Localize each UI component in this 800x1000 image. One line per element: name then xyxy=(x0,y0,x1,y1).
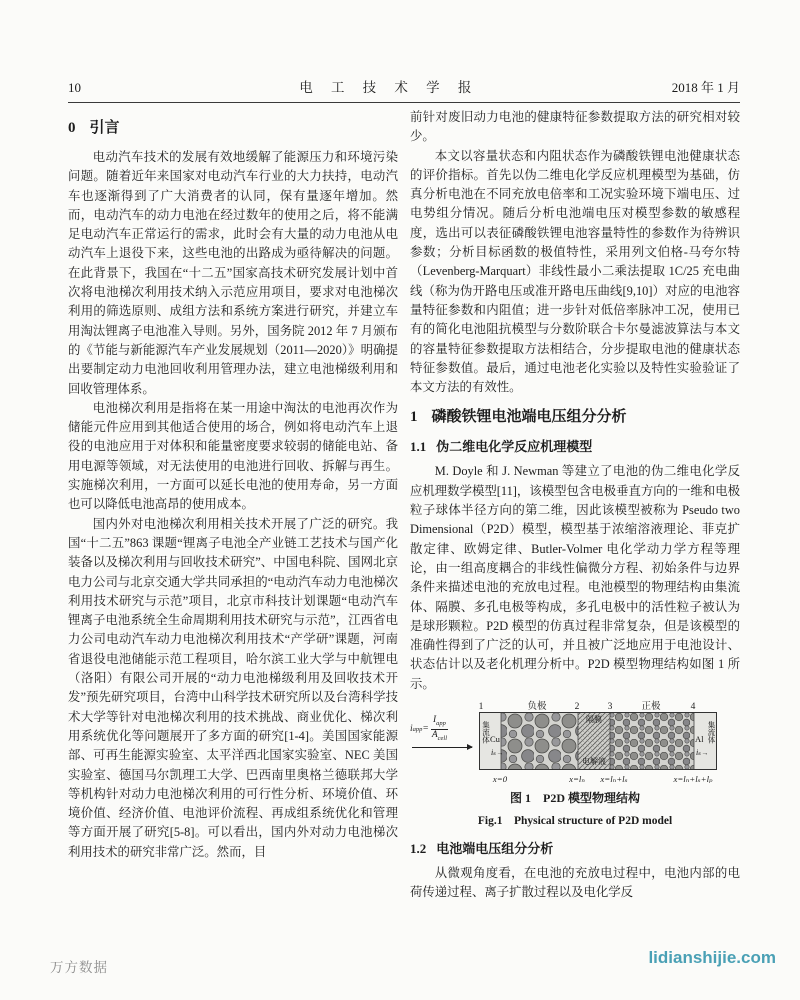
right-column xyxy=(410,108,740,902)
section-1-2-number: 1.2 xyxy=(410,840,427,856)
region-number-3: 3 xyxy=(607,702,613,713)
current-collector-left-label: 集流体 xyxy=(481,721,491,744)
negative-electrode-label: 负极 xyxy=(527,702,547,713)
right-paragraph-micro: 从微观角度看，在电池的充放电过程中，电池内部的电荷传递过程、离子扩散过程以及电化学反 xyxy=(410,865,740,899)
page-header xyxy=(68,76,740,103)
separator-label: 隔膜 xyxy=(586,715,602,725)
figure-top-labels xyxy=(479,698,715,712)
left-paragraph-3: 国内外对电池梯次利用相关技术开展了广泛的研究。我国“十二五”863 课题“锂离子电池全产业链工艺技术与国产化装备以及梯次利用与回收技术研究”、中国电科院、国网北京电力公司与北京交通大学共同承担的“电动汽车动力电池梯次利用技术研究与示范”项目，北京市科技计划课题“电动汽车锂离子电池系统全生命周期利用技术研究与示范”，江西省电力公司电动汽车动力电池梯次利用技术“产学研”课题，河南省退役电池储能示范工程项目，哈尔滨工业大学与中航锂电（洛阳）有限公司开展的“动力电池梯级利用及回收技术开发”预先研究项目，台湾中山科学技术研究所以及台湾科学技术大学等针对电池梯次利用的技术挑战、商业优化、梯次利用系统优化等问题展开了多方面的研究[1-4]。美国国家能源部、可再生能源实验室、太平洋西北国家实验室、NEC 美国实验室、德国马尔凯理工大学、巴西南里奥格兰德联邦大学等机构针对动力电池梯次利用的可行性分析、环境价值、环境价值、经济价值、电池评价流程、再成组系统优化和管理等方面开展了研究[5-8]。可以看出，国内外对动力电池梯次利用技术的研究非常广泛。然而，目 xyxy=(68,516,398,859)
formula-den: A xyxy=(431,729,438,740)
aluminum-label: Al xyxy=(695,734,704,745)
journal-title: 电 工 技 术 学 报 xyxy=(299,80,479,95)
formula-num-sub: app xyxy=(436,719,446,727)
left-paragraph-2: 电池梯次利用是指将在某一用途中淘汰的电池再次作为储能元件应用到其他适合使用的场合，例如将电动汽车上退役的电池应用于对体积和能量密度要求较弱的储能电站、备用电源等领域，对无法使用的电池进行回收、拆解与再生。实施梯次利用，一方面可以延长电池的使用寿命，另一方面也可以降低电池高昂的使用成本。 xyxy=(68,400,398,512)
section-1-1-number: 1.1 xyxy=(410,439,427,455)
section-1-1-title: 伪二维电化学反应机理模型 xyxy=(436,439,593,455)
x-label-0: x=0 xyxy=(492,774,508,785)
formula-lhs: i xyxy=(410,723,413,734)
x-label-ln-ls: x=lₙ+lₛ xyxy=(600,774,628,785)
region-number-1: 1 xyxy=(478,702,484,713)
region-number-4: 4 xyxy=(690,702,696,713)
solid-current-left-label: iₛ → xyxy=(491,749,503,758)
current-collector-right-label: 集流体 xyxy=(707,721,716,744)
copper-label: Cu xyxy=(490,734,500,745)
section-1-title: 磷酸铁锂电池端电压组分分析 xyxy=(431,409,627,426)
header-rule xyxy=(68,102,740,103)
wanfang-data-mark: 万方数据 xyxy=(50,960,108,975)
formula-den-sub: cell xyxy=(437,734,448,742)
solid-current-right-label: iₛ → xyxy=(696,749,708,758)
section-0-title: 引言 xyxy=(89,120,120,136)
formula-lhs-sub: app xyxy=(412,725,423,733)
electrolyte-label: 电解液 xyxy=(582,756,606,766)
applied-current-formula xyxy=(410,713,479,769)
section-1-2-heading xyxy=(410,839,740,858)
section-0-number: 0 xyxy=(68,120,76,136)
section-1-2-title: 电池端电压组分分析 xyxy=(436,840,554,856)
right-paragraph-p2d: M. Doyle 和 J. Newman 等建立了电池的伪二维电化学反应机理数学模型[11]，该模型包含电极垂直方向的一维和电极粒子球体半径方向的第二维，因此该模型被称为 Pseudo two Dimensional（P2D）模型，模型基于浓缩溶液理论、菲克扩散定律、欧姆定律、Butler-Volmer 电化学动力学方程等理论，由一组高度耦合的非线性偏微分方程、初始条件与边界条件来描述电池的充放电过程。电池模型的物理结构由集流体、隔膜、多孔电极等构成，多孔电极中的活性粒子被认为是球形颗粒。P2D 模型的仿真过程非常复杂，但是该模型的准确性得到了广泛的认可，并且被广泛地应用于电池设计、状态估计以及老化机理分析中。P2D 模型物理结构如图 1 所示。 xyxy=(410,464,740,691)
figure-p2d xyxy=(410,698,740,832)
body-columns xyxy=(68,108,740,902)
site-watermark: lidianshijie.com xyxy=(648,948,776,967)
left-column xyxy=(68,108,398,902)
formula-num: I xyxy=(432,715,437,726)
section-1-1-heading xyxy=(410,437,740,456)
right-paragraph-carry: 前针对废旧动力电池的健康特征参数提取方法的研究相对较少。 xyxy=(410,110,740,144)
p2d-structure-diagram xyxy=(479,712,717,770)
formula-equals: = xyxy=(422,723,429,734)
issue-date: 2018 年 1 月 xyxy=(671,80,740,95)
section-1-heading xyxy=(410,406,740,428)
figure-caption-cn: 图 1 P2D 模型物理结构 xyxy=(510,791,640,806)
page-number: 10 xyxy=(68,80,81,95)
section-0-heading xyxy=(68,117,398,139)
section-1-number: 1 xyxy=(410,409,418,426)
left-paragraph-1: 电动汽车技术的发展有效地缓解了能源压力和环境污染问题。随着近年来国家对电动汽车行业的大力扶持，电动汽车也逐渐得到了广大消费者的认同，保有量逐年增加。然而，电动汽车的动力电池在经过数年的使用之后，将不能满足电动汽车正常运行的需求，此时会有大量的动力电池从电动汽车上退役下来，这些电池的出路成为亟待解决的问题。在此背景下，我国在“十二五”国家高技术研究发展计划中首次将电池梯次利用技术纳入示范应用项目，要求对电池梯次利用的筛选原则、成组方法和系统方案进行研究，并建立车用淘汰锂离子电池准入导则。另外，国务院 2012 年 7 月颁布的《节能与新能源汽车产业发展规划（2011—2020）》明确提出要制定动力电池回收利用管理办法，建立电池梯级利用和回收管理体系。 xyxy=(68,150,398,396)
figure-caption-en: Fig.1 Physical structure of P2D model xyxy=(477,815,673,828)
figure-x-axis-labels xyxy=(479,770,715,783)
current-arrow xyxy=(412,747,472,748)
positive-electrode-label: 正极 xyxy=(641,702,661,713)
x-label-ln: x=lₙ xyxy=(569,774,585,785)
right-paragraph-summary: 本文以容量状态和内阻状态作为磷酸铁锂电池健康状态的评价指标。首先以伪二维电化学反应机理模型为基础，仿真分析电池在不同充放电倍率和工况实验环境下端电压、过电势组分情况。随后分析电池端电压对模型参数的敏感程度，选出可以表征磷酸铁锂电池容量特性的参数作为待辨识参数；分析目标函数的极值特性，采用列文伯格-马夸尔特（Levenberg-Marquart）非线性最小二乘法提取 1C/25 充电曲线（称为伪开路电压或准开路电压曲线[9,10]）对应的电池容量特征参数和内阻值；进一步针对低倍率脉冲工况，使用已有的简化电池阻抗模型与分数阶联合卡尔曼滤波算法与本文的容量特征参数提取方法相结合，分步提取电池的健康状态特征参数值。最后，通过电池老化实验以及特性实验验证了本文方法的有效性。 xyxy=(410,148,740,395)
region-number-2: 2 xyxy=(574,702,580,713)
x-label-ln-ls-lp: x=lₙ+lₛ+lₚ xyxy=(673,774,713,785)
